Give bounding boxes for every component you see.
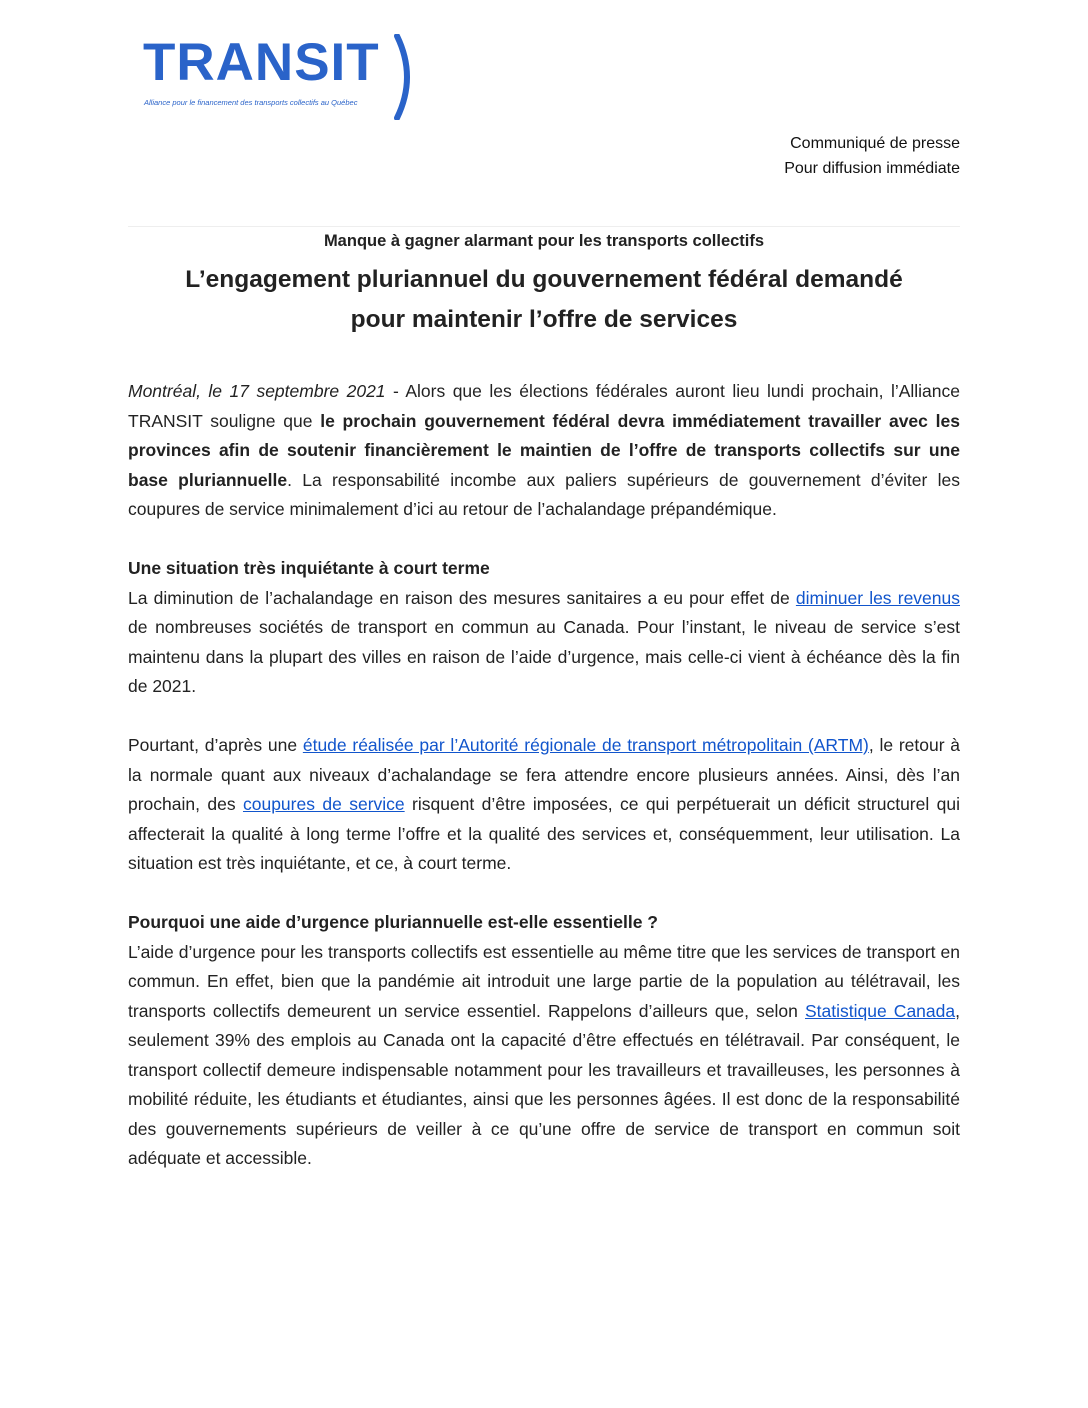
headline-line-2: pour maintenir l’offre de services bbox=[350, 306, 738, 333]
paragraph-gap bbox=[128, 702, 960, 732]
intro-text-1: - Alors que les élections fédérales auront lieu lundi prochain, l’Alliance TRANSIT souligne que bbox=[128, 381, 961, 431]
logo-tagline: Alliance pour le financement des transports collectifs au Québec bbox=[144, 98, 358, 107]
kicker: Manque à gagner alarmant pour les transports collectifs bbox=[323, 232, 765, 250]
artm-study-link[interactable]: étude réalisée par l’Autorité régionale de transport métropolitain (ARTM) bbox=[302, 735, 869, 755]
statistique-canada-link[interactable]: Statistique Canada bbox=[805, 1000, 956, 1021]
divider bbox=[128, 226, 960, 227]
section2-paragraph-1 bbox=[128, 938, 960, 1174]
intro-paragraph bbox=[128, 377, 960, 525]
coupures-service-link[interactable]: coupures de service bbox=[242, 794, 405, 814]
section1-paragraph-1 bbox=[128, 584, 960, 702]
paragraph-text: La diminution de l’achalandage en raison des mesures sanitaires a eu pour effet de bbox=[128, 587, 796, 608]
logo-wordmark: TRANSIT bbox=[143, 33, 380, 92]
dateline: Montréal, le 17 septembre 2021 bbox=[128, 381, 386, 401]
paragraph-text: , le retour à la normale quant aux niveaux d’achalandage se fera attendre encore plusieurs années. Ainsi, dès l’an prochain, des bbox=[128, 735, 961, 814]
article-body bbox=[128, 377, 960, 1174]
section-heading: Pourquoi une aide d’urgence pluriannuelle est-elle essentielle ? bbox=[128, 912, 658, 932]
intro-emphasis: le prochain gouvernement fédéral devra immédiatement travailler avec les provinces afin de soutenir financièrement le maintien de l’offre de transports collectifs sur une base pluriannuelle bbox=[128, 410, 960, 490]
paragraph-text: L’aide d’urgence pour les transports collectifs est essentielle au même titre que les services de transport en commun. En effet, bien que la pandémie ait introduit une large partie de la population au télétravail, les transports collectifs demeurent un service essentiel. Rappelons d’ailleurs que, selon bbox=[128, 941, 960, 1021]
diminuer-revenus-link[interactable]: diminuer les revenus bbox=[795, 587, 960, 608]
chevron-right-icon bbox=[393, 34, 423, 120]
paragraph-text: , seulement 39% des emplois au Canada ont la capacité d’être effectués en télétravail. Par conséquent, le transport collectif demeure indispensable notamment pour les travailleurs et travailleuses, les personnes à mobilité réduite, les étudiants et étudiantes, ainsi que les personnes âgées. Il est donc de la responsabilité des gouvernements supérieurs de veiller à ce qu’une offre de service de transport en commun soit adéquate et accessible. bbox=[128, 1000, 960, 1168]
paragraph-gap bbox=[128, 525, 960, 555]
diffusion-line: Pour diffusion immédiate bbox=[784, 160, 960, 177]
paragraph-text: de nombreuses sociétés de transport en commun au Canada. Pour l’instant, le niveau de service s’est maintenu dans la plupart des villes en raison de l’aide d’urgence, mais celle-ci vient à échéance dès la fin de 2021. bbox=[128, 617, 960, 696]
transit-logo bbox=[143, 34, 433, 120]
press-release-label bbox=[784, 131, 960, 181]
paragraph-text: Pourtant, d’après une bbox=[128, 735, 303, 755]
section1-paragraph-2 bbox=[128, 731, 960, 879]
page-title bbox=[128, 260, 960, 340]
press-release-line: Communiqué de presse bbox=[790, 135, 960, 152]
intro-text-2: . La responsabilité incombe aux paliers supérieurs de gouvernement d’éviter les coupures de service minimalement d’ici au retour de l’achalandage prépandémique. bbox=[128, 469, 960, 519]
headline-line-1: L’engagement pluriannuel du gouvernement fédéral demandé bbox=[185, 266, 903, 293]
section-heading: Une situation très inquiétante à court terme bbox=[128, 558, 490, 578]
paragraph-gap bbox=[128, 879, 960, 909]
paragraph-text: risquent d’être imposées, ce qui perpétuerait un déficit structurel qui affecterait la qualité à long terme l’offre et la qualité des services et, conséquemment, leur utilisation. La situation est très inquiétante, et ce, à court terme. bbox=[128, 794, 960, 873]
